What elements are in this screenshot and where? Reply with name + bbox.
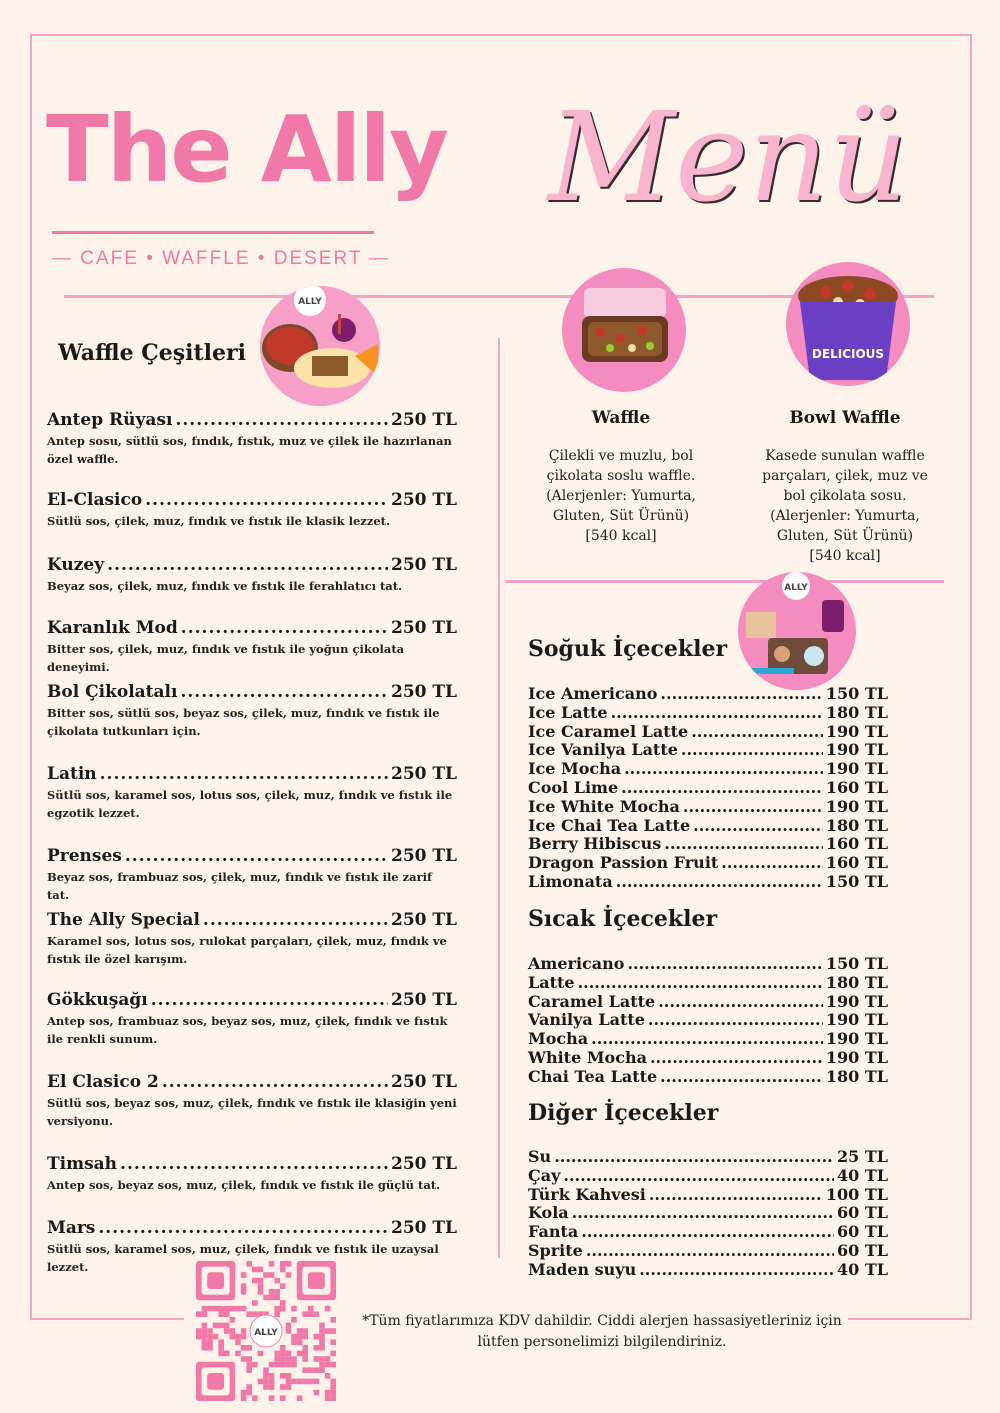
drink-item xyxy=(528,1148,888,1167)
drink-item xyxy=(528,685,888,704)
item-name: Chai Tea Latte xyxy=(528,1066,658,1086)
footnote: *Tüm fiyatlarımıza KDV dahildir. Ciddi alerjen hassasiyetleriniz için lütfen personelimizi bilgilendiriniz. xyxy=(362,1313,842,1350)
waffle-item-row xyxy=(47,1154,457,1174)
waffle-item xyxy=(47,555,457,595)
drink-item xyxy=(528,1242,888,1261)
item-price: 250 TL xyxy=(390,618,457,638)
item-name: Cool Lime xyxy=(528,777,619,797)
item-price: 190 TL xyxy=(825,991,888,1011)
item-price: 160 TL xyxy=(825,777,888,797)
item-price: 180 TL xyxy=(825,1066,888,1086)
item-price: 190 TL xyxy=(825,1047,888,1067)
qr-code[interactable] xyxy=(196,1261,336,1401)
item-price: 40 TL xyxy=(837,1259,888,1279)
item-price: 250 TL xyxy=(390,555,457,575)
item-name: Dragon Passion Fruit xyxy=(528,853,719,873)
item-name: Mocha xyxy=(528,1029,589,1049)
drink-item xyxy=(528,798,888,817)
waffle-item-row xyxy=(47,490,457,510)
item-price: 190 TL xyxy=(825,796,888,816)
item-name: Kola xyxy=(528,1203,569,1223)
featured-waffle xyxy=(536,408,706,546)
item-name: Karanlık Mod xyxy=(47,618,178,638)
item-name: Latte xyxy=(528,972,575,992)
brand-underline xyxy=(52,231,374,234)
item-price: 190 TL xyxy=(825,759,888,779)
other-drinks-title: Diğer İçecekler xyxy=(528,1100,719,1126)
item-name: Caramel Latte xyxy=(528,991,656,1011)
other-drinks-list xyxy=(528,1148,888,1280)
waffle-photo xyxy=(260,286,380,406)
waffle-item-desc: Bitter sos, sütlü sos, beyaz sos, çilek, muz, fındık ve fıstık ile çikolata tutkunları için. xyxy=(47,706,440,739)
item-name: Latin xyxy=(47,764,97,784)
drink-item xyxy=(528,1030,888,1049)
item-name: El Clasico 2 xyxy=(47,1072,159,1092)
item-price: 100 TL xyxy=(825,1184,888,1204)
item-price: 25 TL xyxy=(837,1147,888,1166)
item-price: 250 TL xyxy=(390,1072,457,1092)
item-name: Sprite xyxy=(528,1240,583,1260)
waffle-item-desc: Antep sos, beyaz sos, muz, çilek, fındık ve fıstık ile güçlü tat. xyxy=(47,1178,441,1192)
featured-bowl-waffle xyxy=(760,408,930,566)
drink-item xyxy=(528,1068,888,1087)
item-name: Berry Hibiscus xyxy=(528,834,662,854)
item-price: 40 TL xyxy=(837,1165,888,1185)
waffle-section-title: Waffle Çeşitleri xyxy=(58,340,246,366)
waffle-item-desc: Karamel sos, lotus sos, rulokat parçaları, çilek, muz, fındık ve fıstık ile özel karışım. xyxy=(47,934,447,967)
item-name: White Mocha xyxy=(528,1047,647,1067)
item-name: Gökkuşağı xyxy=(47,990,148,1010)
drink-item xyxy=(528,760,888,779)
item-price: 250 TL xyxy=(390,490,457,510)
waffle-item-row xyxy=(47,990,457,1010)
item-name: Limonata xyxy=(528,871,613,891)
cold-drinks-list xyxy=(528,685,888,892)
item-price: 250 TL xyxy=(390,1154,457,1174)
item-price: 190 TL xyxy=(825,1029,888,1049)
featured-name: Waffle xyxy=(591,408,651,428)
brand-title: The Ally xyxy=(46,96,447,203)
drink-item xyxy=(528,955,888,974)
item-price: 150 TL xyxy=(825,684,888,703)
item-price: 250 TL xyxy=(390,990,457,1010)
item-name: Ice Vanilya Latte xyxy=(528,740,678,760)
drink-item xyxy=(528,817,888,836)
waffle-item-row xyxy=(47,910,457,930)
drink-item xyxy=(528,854,888,873)
item-price: 60 TL xyxy=(837,1240,888,1260)
waffle-item-desc: Sütlü sos, çilek, muz, fındık ve fıstık ile klasik lezzet. xyxy=(47,514,390,528)
item-price: 250 TL xyxy=(390,910,457,930)
drink-item xyxy=(528,993,888,1012)
drink-item xyxy=(528,723,888,742)
waffle-item-desc: Antep sos, frambuaz sos, beyaz sos, muz, çilek, fındık ve fıstık ile renkli sunum. xyxy=(47,1014,448,1047)
drink-item xyxy=(528,1204,888,1223)
item-price: 150 TL xyxy=(825,871,888,891)
item-name: Fanta xyxy=(528,1222,579,1242)
waffle-item-desc: Sütlü sos, beyaz sos, muz, çilek, fındık ve fıstık ile klasiğin yeni versiyonu. xyxy=(47,1096,457,1129)
drink-item xyxy=(528,1049,888,1068)
item-price: 150 TL xyxy=(825,954,888,973)
item-price: 250 TL xyxy=(390,846,457,866)
item-price: 60 TL xyxy=(837,1222,888,1242)
waffle-item xyxy=(47,764,457,823)
waffle-item xyxy=(47,1072,457,1131)
item-name: El-Clasico xyxy=(47,490,143,510)
featured-bowl-photo xyxy=(786,262,910,386)
drink-item xyxy=(528,1261,888,1280)
item-name: Antep Rüyası xyxy=(47,410,173,430)
svg-text:ALLY: ALLY xyxy=(298,297,322,307)
waffle-item-row xyxy=(47,618,457,638)
item-name: Prenses xyxy=(47,846,122,866)
item-name: Su xyxy=(528,1147,552,1166)
item-price: 180 TL xyxy=(825,815,888,835)
item-price: 190 TL xyxy=(825,740,888,760)
item-price: 160 TL xyxy=(825,834,888,854)
item-name: Americano xyxy=(528,954,625,973)
item-name: Mars xyxy=(47,1218,96,1238)
drink-item xyxy=(528,779,888,798)
item-name: Türk Kahvesi xyxy=(528,1184,646,1204)
waffle-item-desc: Sütlü sos, karamel sos, lotus sos, çilek, muz, fındık ve fıstık ile egzotik lezzet. xyxy=(47,788,453,821)
item-name: Ice Americano xyxy=(528,684,658,703)
tagline: — CAFE • WAFFLE • DESERT — xyxy=(52,248,391,269)
drink-item xyxy=(528,1223,888,1242)
svg-text:ALLY: ALLY xyxy=(784,583,808,593)
item-name: Ice Caramel Latte xyxy=(528,721,689,741)
item-name: Bol Çikolatalı xyxy=(47,682,178,702)
item-price: 250 TL xyxy=(390,410,457,430)
waffle-item-row xyxy=(47,555,457,575)
featured-waffle-photo xyxy=(562,268,686,392)
waffle-item xyxy=(47,910,457,969)
item-price: 190 TL xyxy=(825,1010,888,1030)
drink-item xyxy=(528,835,888,854)
waffle-item xyxy=(47,618,457,677)
drinks-photo xyxy=(738,572,856,690)
item-price: 250 TL xyxy=(390,682,457,702)
hot-drinks-list xyxy=(528,955,888,1087)
waffle-item xyxy=(47,1154,457,1194)
cold-drinks-title: Soğuk İçecekler xyxy=(528,636,728,662)
waffle-item-row xyxy=(47,1218,457,1238)
featured-desc: Kasede sunulan waffle parçaları, çilek, muz ve bol çikolata sosu. (Alerjenler: Yumurta, Gluten, Süt Ürünü) [540 kcal] xyxy=(762,448,928,564)
featured-desc: Çilekli ve muzlu, bol çikolata soslu waffle. (Alerjenler: Yumurta, Gluten, Süt Ürünü) [540 kcal] xyxy=(546,448,696,544)
item-price: 160 TL xyxy=(825,853,888,873)
svg-text:ALLY: ALLY xyxy=(254,1328,278,1338)
waffle-item-desc: Sütlü sos, karamel sos, muz, çilek, fındık ve fıstık ile uzaysal lezzet. xyxy=(47,1242,439,1275)
item-name: Maden suyu xyxy=(528,1259,637,1279)
item-price: 190 TL xyxy=(825,721,888,741)
item-name: Kuzey xyxy=(47,555,105,575)
item-price: 60 TL xyxy=(837,1203,888,1223)
featured-name: Bowl Waffle xyxy=(789,408,901,428)
waffle-item-row xyxy=(47,1072,457,1092)
waffle-item xyxy=(47,682,457,741)
item-price: 180 TL xyxy=(825,972,888,992)
drink-item xyxy=(528,873,888,892)
waffle-item-row xyxy=(47,846,457,866)
drink-item xyxy=(528,1186,888,1205)
item-name: Ice Chai Tea Latte xyxy=(528,815,691,835)
column-divider xyxy=(498,338,500,1258)
menu-title: Menü xyxy=(548,86,909,230)
waffle-item xyxy=(47,490,457,530)
waffle-item-row xyxy=(47,764,457,784)
waffle-item-desc: Beyaz sos, frambuaz sos, çilek, muz, fındık ve fıstık ile zarif tat. xyxy=(47,870,432,903)
drink-item xyxy=(528,704,888,723)
item-name: Ice White Mocha xyxy=(528,796,680,816)
item-price: 180 TL xyxy=(825,702,888,722)
waffle-item-desc: Antep sosu, sütlü sos, fındık, fıstık, muz ve çilek ile hazırlanan özel waffle. xyxy=(47,434,452,467)
item-price: 250 TL xyxy=(390,1218,457,1238)
waffle-item xyxy=(47,846,457,905)
item-name: Timsah xyxy=(47,1154,118,1174)
svg-text:DELICIOUS: DELICIOUS xyxy=(811,347,885,361)
item-name: Vanilya Latte xyxy=(528,1010,645,1030)
featured-divider xyxy=(506,580,944,583)
drink-item xyxy=(528,1167,888,1186)
item-price: 250 TL xyxy=(390,764,457,784)
waffle-item-desc: Beyaz sos, çilek, muz, fındık ve fıstık ile ferahlatıcı tat. xyxy=(47,579,403,593)
drink-item xyxy=(528,741,888,760)
item-name: Ice Mocha xyxy=(528,759,622,779)
waffle-item-row xyxy=(47,410,457,430)
waffle-item xyxy=(47,990,457,1049)
waffle-item-desc: Bitter sos, çilek, muz, fındık ve fıstık ile yoğun çikolata deneyimi. xyxy=(47,642,405,675)
waffle-item xyxy=(47,410,457,469)
drink-item xyxy=(528,1011,888,1030)
item-name: Ice Latte xyxy=(528,702,608,722)
item-name: The Ally Special xyxy=(47,910,200,930)
hot-drinks-title: Sıcak İçecekler xyxy=(528,906,718,932)
item-name: Çay xyxy=(528,1165,561,1185)
waffle-item-row xyxy=(47,682,457,702)
drink-item xyxy=(528,974,888,993)
